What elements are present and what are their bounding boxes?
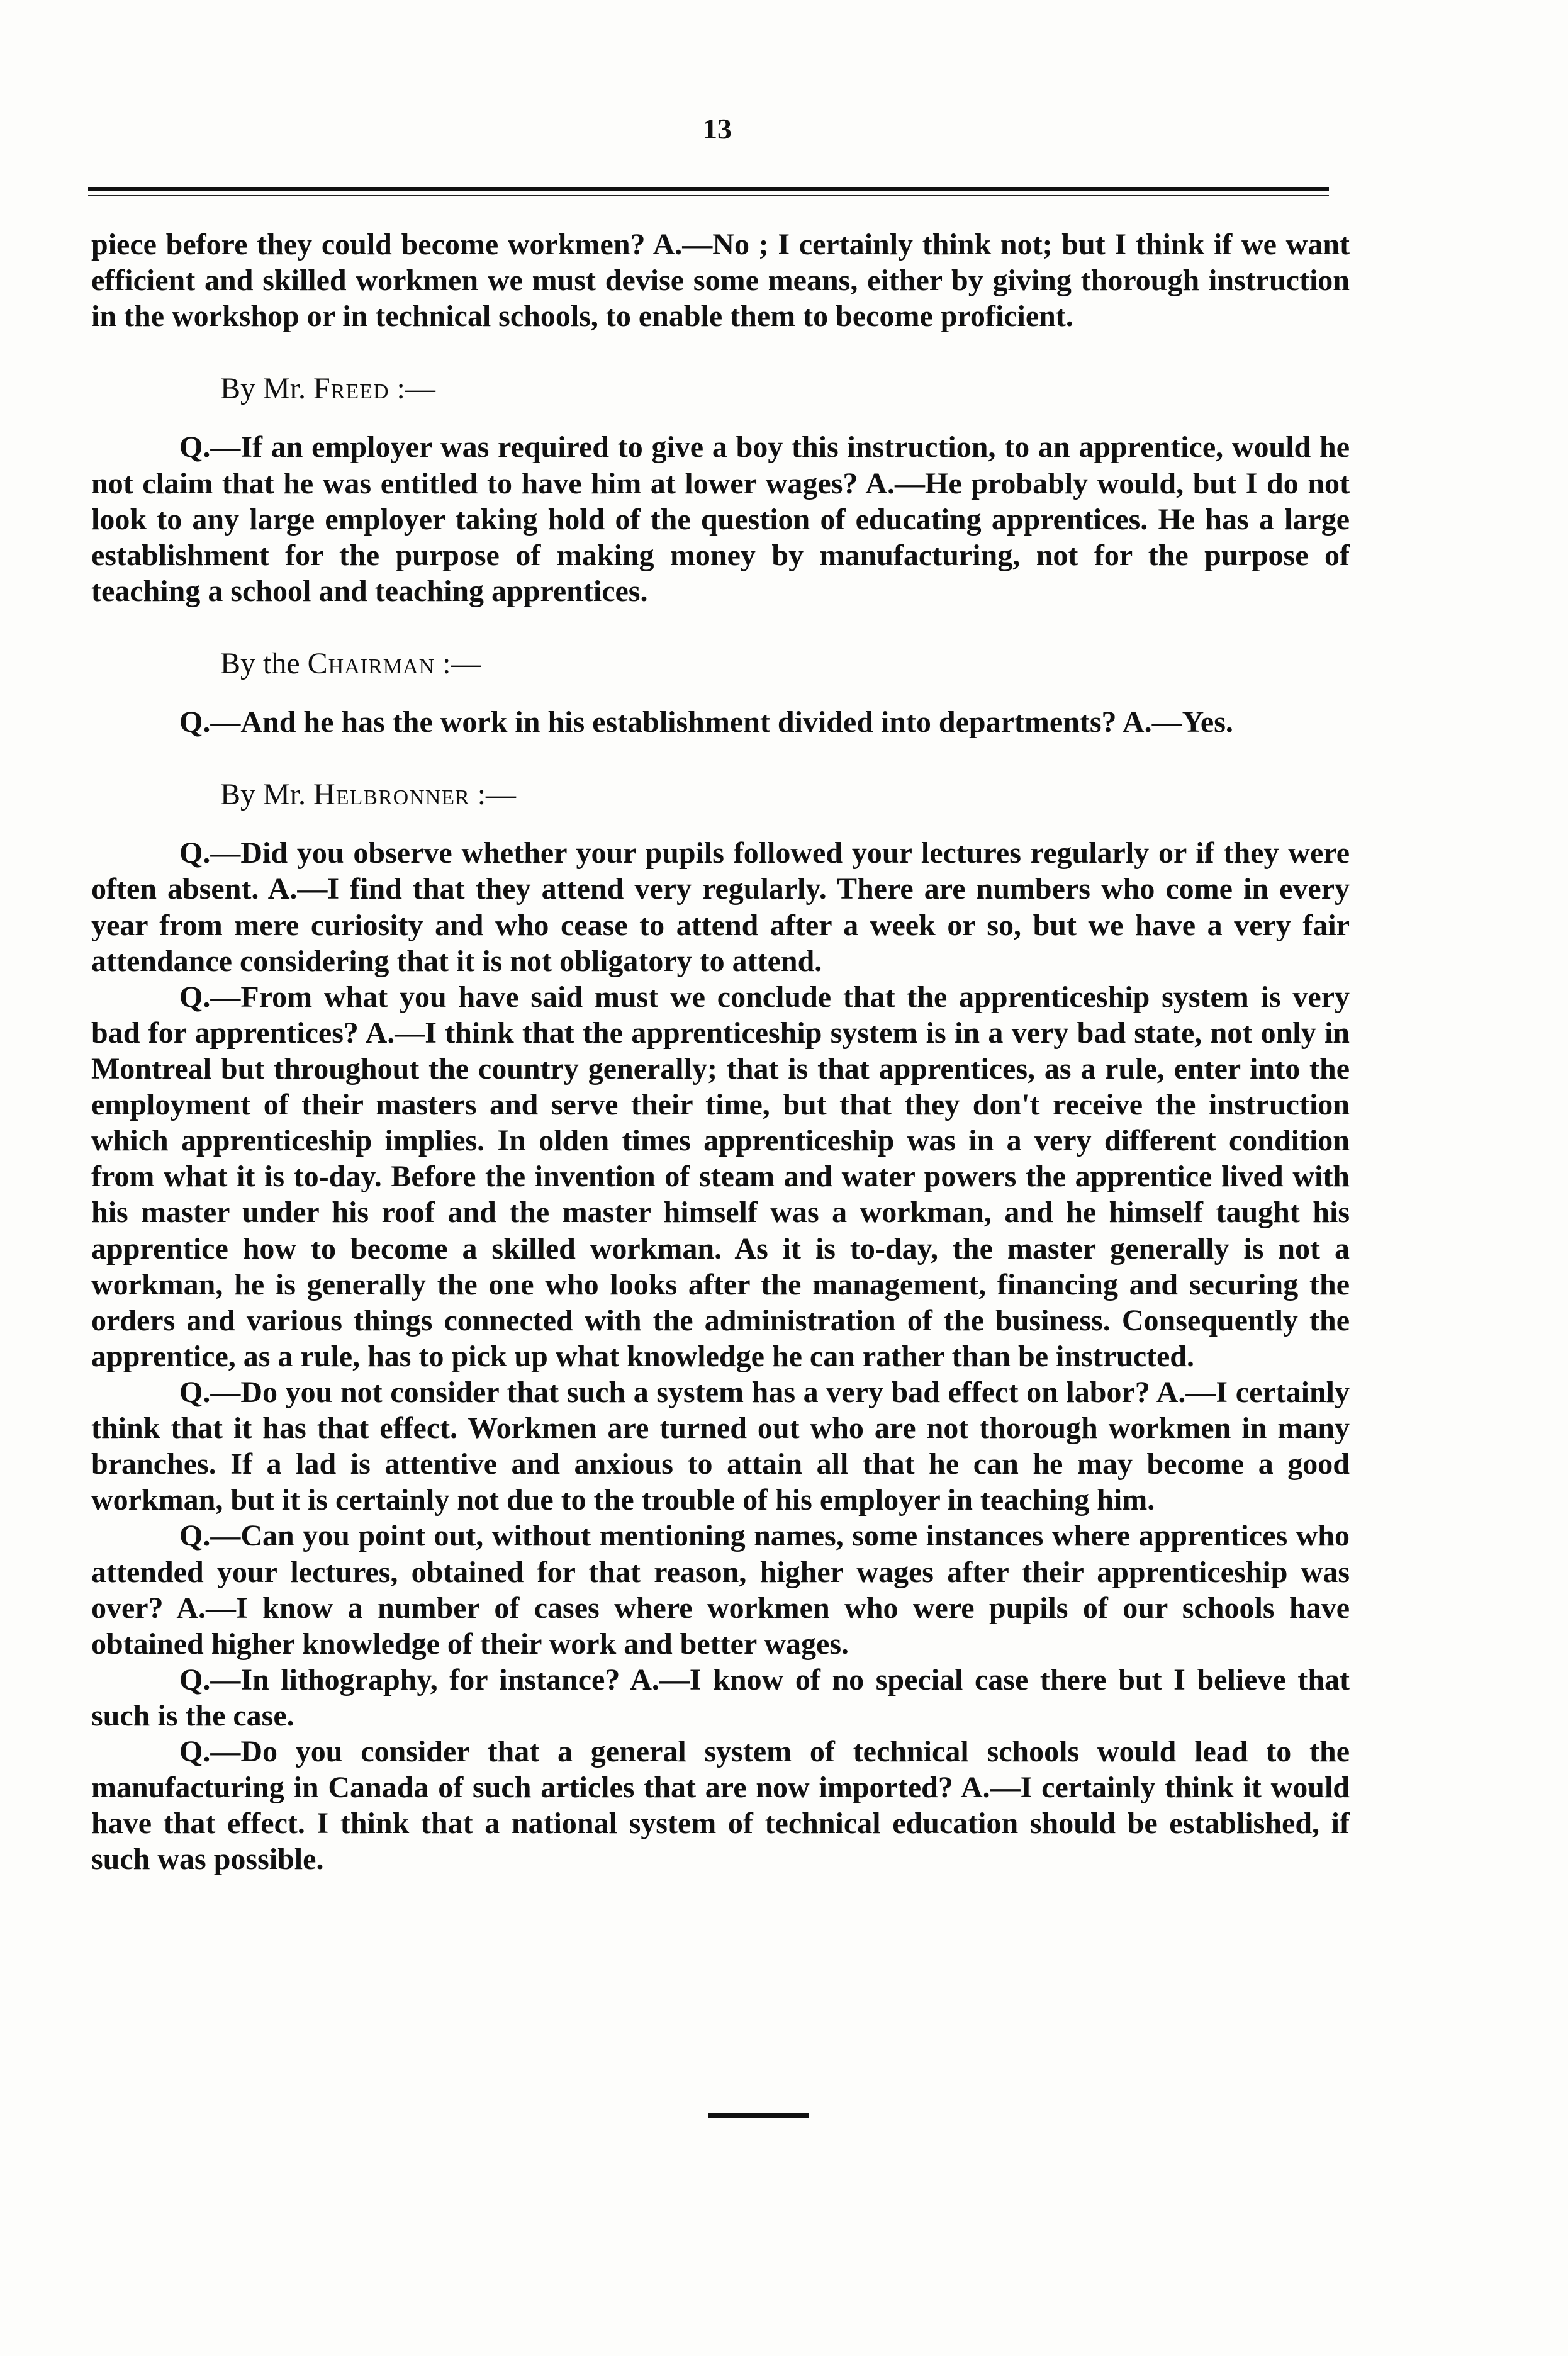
speaker-name: Chairman xyxy=(307,646,435,680)
paragraph-6: Q.—Do you not consider that such a system has a very bad effect on labor? A.—I certainly think that it has that effect. Workmen are turned out who are not thorough workmen in many branches. If a lad is attentive and anxious to attain all that he can he may become a good workman, but it is certainly not due to the trouble of his employer in teaching him. xyxy=(91,1375,1350,1517)
speaker-heading-chairman xyxy=(91,646,1350,682)
paragraph-5: Q.—From what you have said must we conclude that the apprenticeship system is very bad for apprentices? A.—I think that the apprenticeship system is in a very bad state, not only in Montreal but throughout the country generally; that is that apprentices, as a rule, enter into the employment of their masters and serve their time, but that they don't receive the instruction which apprenticeship implies. In olden times apprenticeship was in a very different condition from what it is to-day. Before the invention of steam and water powers the apprentice lived with his master under his roof and the master himself was a workman, and he himself taught his apprentice how to become a skilled workman. As it is to-day, the master generally is not a workman, he is generally the one who looks after the management, financing and securing the orders and various things connected with the administration of the business. Consequently the apprentice, as a rule, has to pick up what knowledge he can rather than be instructed. xyxy=(91,980,1350,1373)
speaker-suffix: :— xyxy=(396,372,435,406)
paragraph-7: Q.—Can you point out, without mentioning names, some instances where apprentices who attended your lectures, obtained for that reason, higher wages after their apprenticeship was over? A.—I know a number of cases where workmen who were pupils of our schools have obtained higher knowledge of their work and better wages. xyxy=(91,1519,1350,1661)
speaker-name: Freed xyxy=(313,372,389,406)
testimony-text xyxy=(91,227,1350,1877)
speaker-heading-helbronner xyxy=(91,777,1350,812)
speaker-name: Helbronner xyxy=(313,778,470,812)
paragraph-8: Q.—In lithography, for instance? A.—I know of no special case there but I believe that such is the case. xyxy=(91,1663,1350,1732)
speaker-prefix: By Mr. xyxy=(220,778,306,812)
speaker-prefix: By the xyxy=(220,646,300,680)
paragraph-2: Q.—If an employer was required to give a boy this instruction, to an apprentice, would he not claim that he was entitled to have him at lower wages? A.—He probably would, but I do not look to any large employer taking hold of the question of educating apprentices. He has a large establishment for the purpose of making money by manufacturing, not for the purpose of teaching a school and teaching apprentices. xyxy=(91,430,1350,608)
speaker-prefix: By Mr. xyxy=(220,372,306,406)
paragraph-9: Q.—Do you consider that a general system of technical schools would lead to the manufacturing in Canada of such articles that are now imported? A.—I certainly think it would have that effect. I think that a national system of technical education should be established, if such was possible. xyxy=(91,1735,1350,1876)
section-end-rule xyxy=(708,2113,809,2118)
paragraph-4: Q.—Did you observe whether your pupils followed your lectures regularly or if they were often absent. A.—I find that they attend very regularly. There are numbers who come in every year from mere curiosity and who cease to attend after a week or so, but we have a very fair attendance considering that it is not obligatory to attend. xyxy=(91,836,1350,978)
speaker-suffix: :— xyxy=(477,778,517,812)
speaker-suffix: :— xyxy=(442,646,481,680)
paragraph-1: piece before they could become workmen? A.—No ; I certainly think not; but I think if we want efficient and skilled workmen we must devise some means, either by giving thorough instruction in the workshop or in technical schools, to enable them to become proficient. xyxy=(91,228,1350,334)
speaker-heading-freed xyxy=(91,371,1350,407)
page-number: 13 xyxy=(703,113,732,145)
header-rule-thick xyxy=(88,187,1329,191)
header-rule-thin xyxy=(88,195,1329,196)
paragraph-3: Q.—And he has the work in his establishment divided into departments? A.—Yes. xyxy=(179,705,1233,739)
